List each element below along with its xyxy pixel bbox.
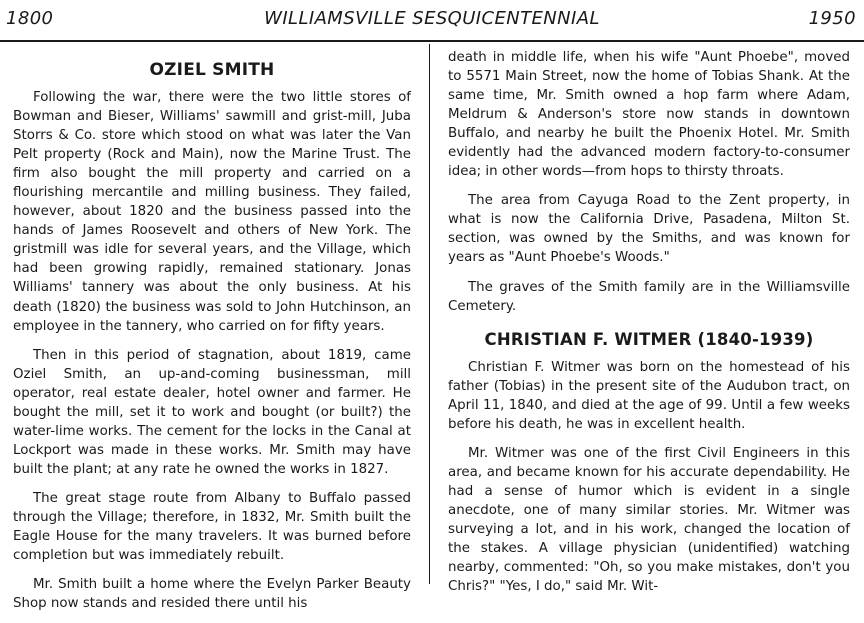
paragraph: The great stage route from Albany to Buffalo passed through the Village; therefore, in 1832, Mr. Smith built the Eagle House for the many travelers. It was burned before completion but was immediately rebuilt. [13,490,411,564]
paragraph: Mr. Witmer was one of the first Civil Engineers in this area, and became known for his accurate dependability. He had a sense of humor which is evident in a single anecdote, one of many similar stories. Mr. Witmer was surveying a lot, and in his work, changed the location of the stakes. A village physician (unidentified) watching nearby, commented: "Oh, so you make mistakes, don't you Chris?" "Yes, I do," said Mr. Wit- [448,445,850,595]
column-divider [429,44,430,584]
header-rule [0,40,864,42]
paragraph-continued: death in middle life, when his wife "Aunt Phoebe", moved to 5571 Main Street, now the home of Tobias Shank. At the same time, Mr. Smith owned a hop farm where Adam, Meldrum & Anderson's store now stands in downtown Buffalo, and nearby he built the Phoenix Hotel. Mr. Smith evidently had the advanced modern factory-to-consumer idea; in other words—from hops to thirsty throats. [448,50,850,180]
section-heading-oziel-smith: OZIEL SMITH [149,60,275,80]
paragraph: The area from Cayuga Road to the Zent property, in what is now the California Drive, Pasadena, Milton St. section, was owned by the Smiths, and was known for years as "Aunt Phoebe's Woods." [448,193,850,266]
header-year-start: 1800 [6,8,54,29]
paragraph: Christian F. Witmer was born on the homestead of his father (Tobias) in the present site of the Audubon tract, on April 11, 1840, and died at the age of 99. Until a few weeks before his death, he was in excellent health. [448,359,850,432]
paragraph: Following the war, there were the two little stores of Bowman and Bieser, Williams' sawmill and grist-mill, Juba Storrs & Co. store which stood on what was later the Van Pelt property (Rock and Main), now the Marine Trust. The firm also bought the mill property and carried on a flourishing mercantile and milling business. They failed, however, about 1820 and the business passed into the hands of James Roosevelt and others of New York. The gristmill was idle for several years, and the Village, which had been growing rapidly, remained stationary. Jonas Williams' tannery was about the only business. At his death (1820) the business was sold to John Hutchinson, an employee in the tannery, who carried on for fifty years. [13,90,411,334]
left-column [13,48,411,623]
header-year-end: 1950 [808,8,856,29]
section-heading-christian-witmer: CHRISTIAN F. WITMER (1840-1939) [484,329,814,349]
right-column [448,48,850,606]
header-title: WILLIAMSVILLE SESQUICENTENNIAL [264,8,600,29]
paragraph: Then in this period of stagnation, about 1819, came Oziel Smith, an up-and-coming businessman, mill operator, real estate dealer, hotel owner and farmer. He bought the mill, set it to work and bought (or built?) the water-lime works. The cement for the locks in the Canal at Lockport was made in these works. Mr. Smith may have built the plant; at any rate he owned the works in 1827. [13,347,411,477]
paragraph: Mr. Smith built a home where the Evelyn Parker Beauty Shop now stands and resided there until his [13,577,411,612]
running-header [0,0,864,34]
paragraph: The graves of the Smith family are in the Williamsville Cemetery. [448,279,850,314]
